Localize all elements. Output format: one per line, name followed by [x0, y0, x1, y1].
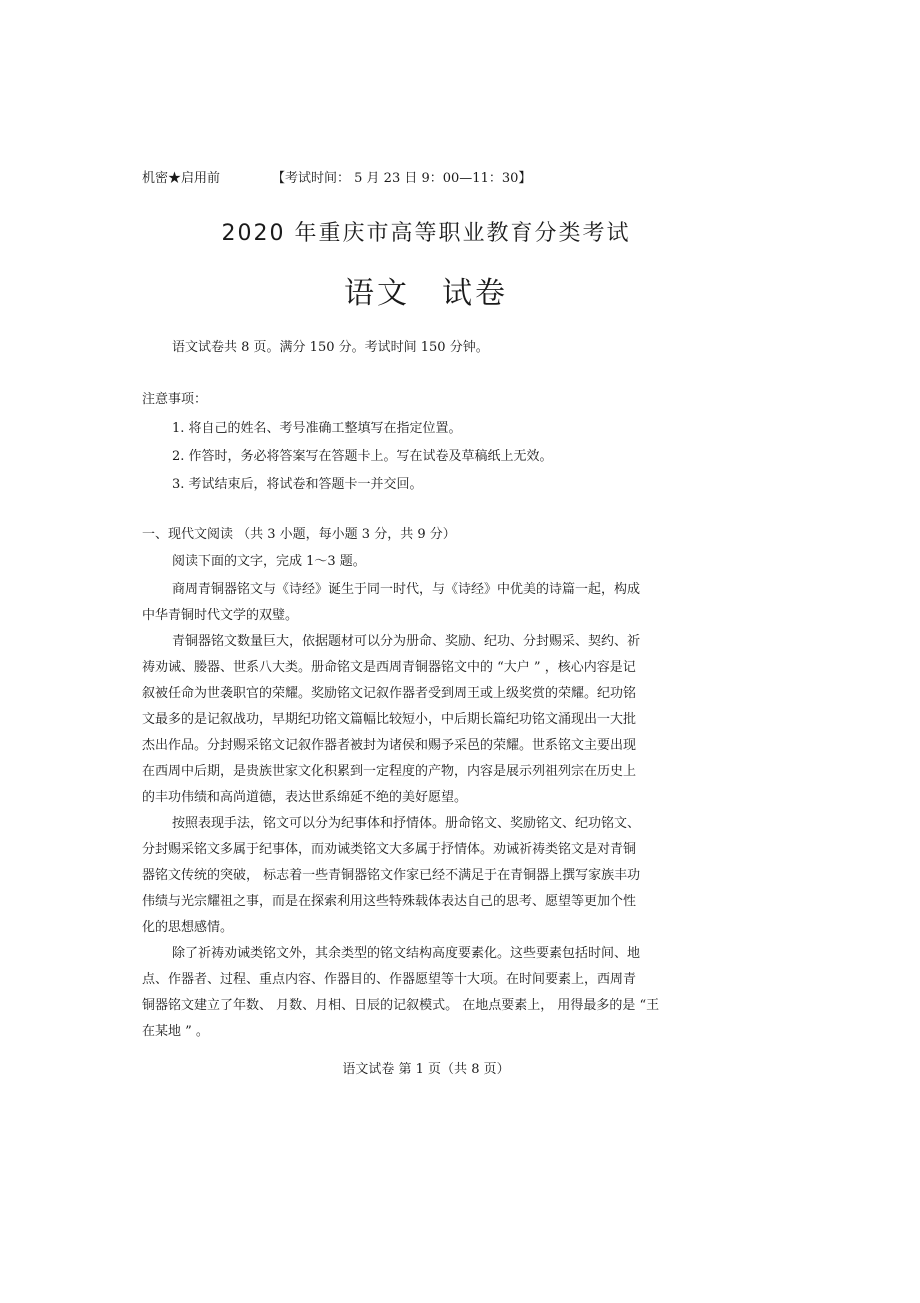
passage-line: 分封赐采铭文多属于纪事体，而劝诫类铭文大多属于抒情体。劝诫祈祷类铭文是对青铜	[142, 842, 637, 857]
page-footer: 语文试卷 第 1 页（共 8 页）	[342, 1062, 510, 1077]
passage-line: 除了祈祷劝诫类铭文外，其余类型的铭文结构高度要素化。这些要素包括时间、地	[172, 946, 641, 961]
passage-line: 的丰功伟绩和高尚道德，表达世系绵延不绝的美好愿望。	[142, 790, 468, 805]
passage-line: 杰出作品。分封赐采铭文记叙作器者被封为诸侯和赐予采邑的荣耀。世系铭文主要出现	[142, 738, 637, 753]
passage-line: 铜器铭文建立了年数、 月数、月相、日辰的记叙模式。 在地点要素上， 用得最多的是 “王	[142, 998, 660, 1013]
passage-line: 商周青铜器铭文与《诗经》诞生于同一时代，与《诗经》中优美的诗篇一起，构成	[172, 582, 641, 597]
passage-line: 祷劝诫、媵器、世系八大类。册命铭文是西周青铜器铭文中的 “大户 ” ，核心内容是记	[142, 660, 636, 675]
notice-item: 2. 作答时，务必将答案写在答题卡上。写在试卷及草稿纸上无效。	[172, 449, 553, 464]
section-instruction: 阅读下面的文字，完成 1～3 题。	[172, 554, 366, 569]
header-line	[142, 167, 531, 186]
subject-label: 语文	[344, 276, 410, 311]
passage-line: 点、作器者、过程、重点内容、作器目的、作器愿望等十大项。在时间要素上，西周青	[142, 972, 637, 987]
paper-label: 试卷	[442, 276, 508, 311]
passage-line: 按照表现手法，铭文可以分为纪事体和抒情体。册命铭文、奖励铭文、纪功铭文、	[172, 816, 641, 831]
passage-line: 器铭文传统的突破， 标志着一些青铜器铭文作家已经不满足于在青铜器上撰写家族丰功	[142, 868, 641, 883]
passage-line: 叙被任命为世袭职官的荣耀。奖励铭文记叙作器者受到周王或上级奖赏的荣耀。纪功铭	[142, 686, 637, 701]
passage-line: 中华青铜时代文学的双璧。	[142, 608, 299, 623]
exam-title: 2020 年重庆市高等职业教育分类考试	[221, 221, 631, 246]
paper-title	[0, 268, 852, 312]
exam-time: 【考试时间： 5 月 23 日 9：00—11：30】	[272, 171, 532, 186]
secret-label: 机密★启用前	[142, 171, 221, 186]
passage-line: 青铜器铭文数量巨大，依据题材可以分为册命、奖励、纪功、分封赐采、契约、祈	[172, 634, 641, 649]
passage-line: 文最多的是记叙战功，早期纪功铭文篇幅比较短小，中后期长篇纪功铭文涌现出一大批	[142, 712, 637, 727]
section-heading: 一、现代文阅读 （共 3 小题，每小题 3 分，共 9 分）	[142, 527, 456, 542]
passage-line: 化的思想感情。	[142, 920, 234, 935]
passage-line: 在西周中后期，是贵族世家文化积累到一定程度的产物，内容是展示列祖列宗在历史上	[142, 764, 637, 779]
paper-intro: 语文试卷共 8 页。满分 150 分。考试时间 150 分钟。	[172, 340, 489, 355]
passage-line: 在某地 ” 。	[142, 1024, 209, 1039]
notice-heading: 注意事项：	[142, 392, 208, 407]
passage-line: 伟绩与光宗耀祖之事，而是在探索利用这些特殊载体表达自己的思考、愿望等更加个性	[142, 894, 637, 909]
notice-item: 1. 将自己的姓名、考号准确工整填写在指定位置。	[172, 421, 462, 436]
notice-item: 3. 考试结束后，将试卷和答题卡一并交回。	[172, 477, 423, 492]
